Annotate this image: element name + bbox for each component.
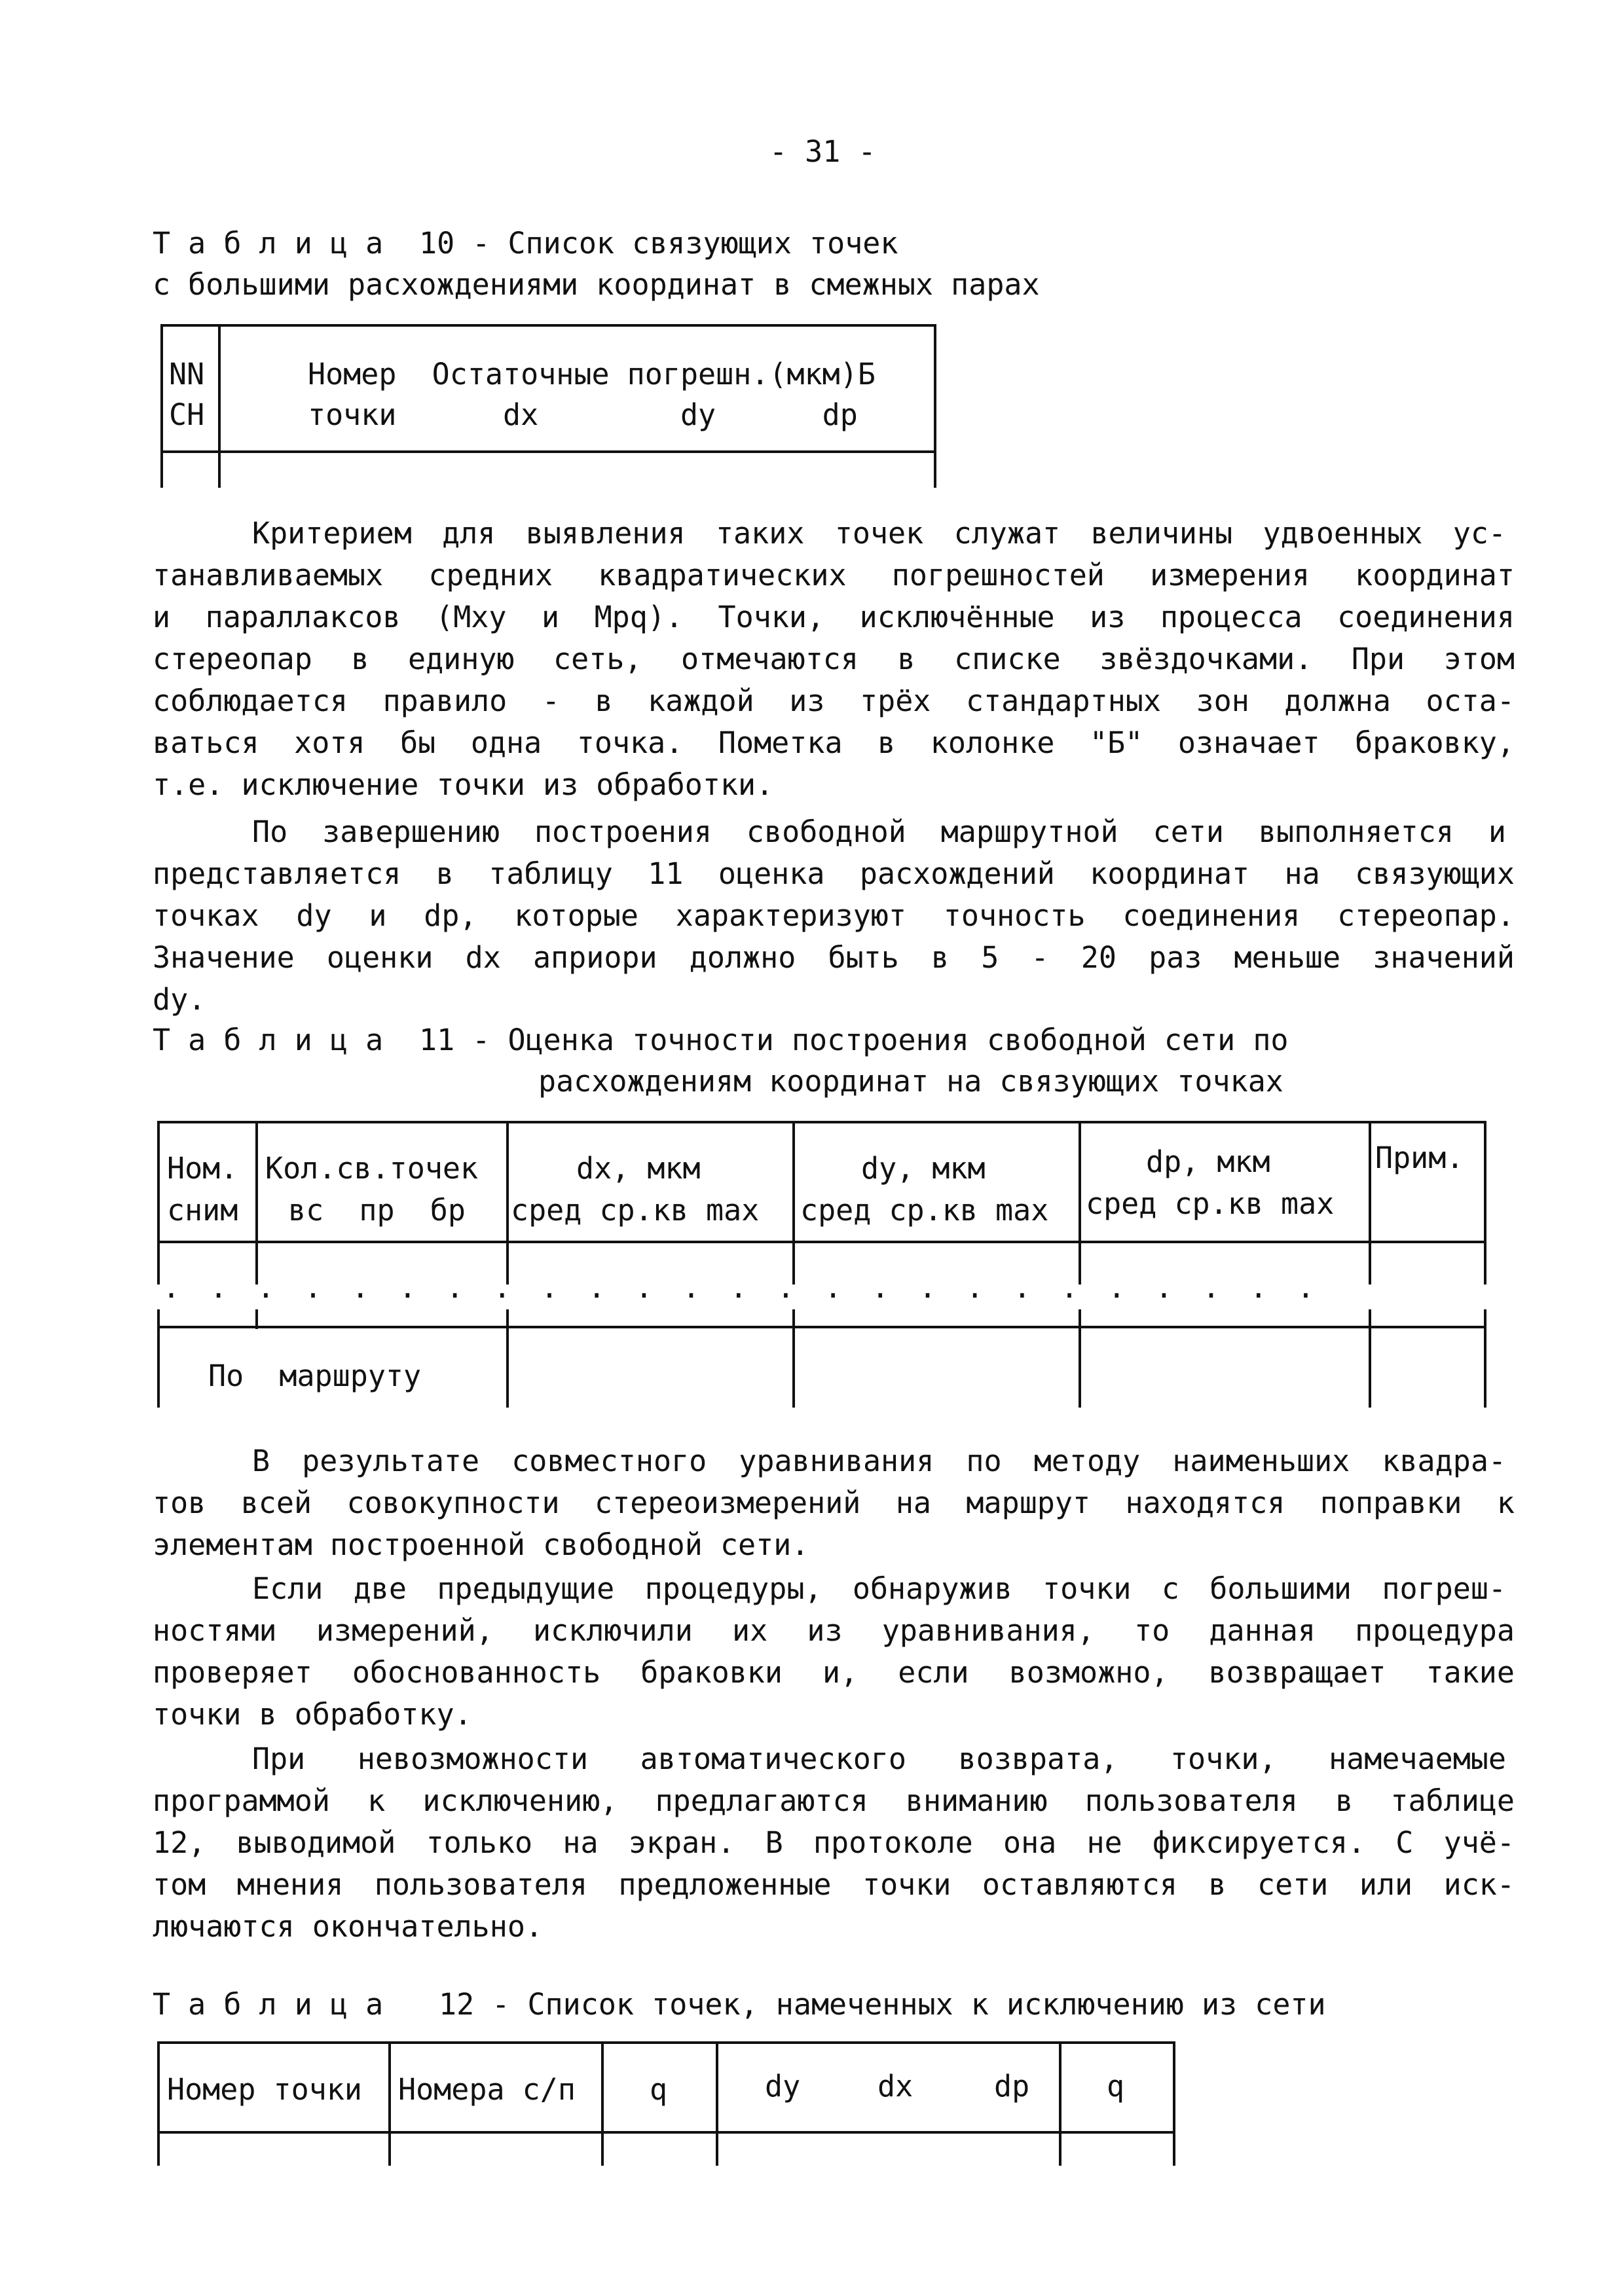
paragraph-line: ностями измерений, исключили их из уравнивания, то данная процедура xyxy=(153,1613,1515,1648)
table12-header-point-number: Номер точки xyxy=(167,2072,363,2107)
table10-header-ch: СН xyxy=(169,397,205,432)
table11-dots-row: . . . . . . . . . . . . . . . . . . . . . . . . . xyxy=(162,1270,1321,1305)
paragraph-line: При невозможности автоматического возврата, точки, намечаемые xyxy=(252,1741,1506,1776)
table12-top-border xyxy=(157,2041,1175,2044)
paragraph-line: тов всей совокупности стереоизмерений на маршрут находятся поправки к xyxy=(153,1485,1515,1520)
table11-caption-line2: расхождениям координат на связующих точках xyxy=(538,1064,1283,1099)
paragraph-line: лючаются окончательно. xyxy=(153,1909,544,1944)
table12-right-border xyxy=(1173,2041,1175,2166)
page-number: - 31 - xyxy=(769,134,876,169)
paragraph-line: Значение оценки dx априори должно быть в 5 - 20 раз меньше значений xyxy=(153,940,1515,975)
table11-col-divider xyxy=(506,1309,509,1408)
paragraph-line: т.е. исключение точки из обработки. xyxy=(153,767,774,802)
table12-header-q2: q xyxy=(1107,2069,1125,2104)
table11-left-border xyxy=(157,1309,160,1408)
table12-header-sp-numbers: Номера с/п xyxy=(398,2072,576,2107)
table12-caption-title: 12 - Список точек, намеченных к исключению из сети xyxy=(439,1987,1326,2022)
table12-col-divider xyxy=(388,2041,391,2166)
paragraph-line: По завершению построения свободной маршрутной сети выполняется и xyxy=(252,814,1506,849)
paragraph-line: dy. xyxy=(153,982,206,1017)
table11-header-dx: dx, мкм xyxy=(576,1151,701,1186)
table12-left-border xyxy=(157,2041,160,2166)
table11-footer-route: По маршруту xyxy=(208,1358,422,1393)
table11-left-border xyxy=(157,1121,160,1285)
table11-col-divider xyxy=(1079,1309,1081,1408)
table11-header-kol: Кол.св.точек xyxy=(265,1151,479,1186)
paragraph-line: и параллаксов (Мху и Мрq). Точки, исключённые из процесса соединения xyxy=(153,600,1515,634)
table11-top-border xyxy=(157,1121,1486,1123)
table11-header-dx-sub: сред ср.кв max xyxy=(511,1193,760,1228)
table11-header-dy-sub: сред ср.кв max xyxy=(800,1193,1049,1228)
table10-left-border xyxy=(160,324,163,488)
paragraph-line: точках dy и dp, которые характеризуют точность соединения стереопар. xyxy=(153,898,1515,933)
table12-col-divider xyxy=(716,2041,718,2166)
table11-col-divider xyxy=(792,1309,795,1408)
table10-header-row2: точки dx dy dp xyxy=(308,397,858,432)
table12-caption-label: Т а б л и ц а xyxy=(153,1987,384,2022)
paragraph-line: представляется в таблицу 11 оценка расхождений координат на связующих xyxy=(153,856,1515,891)
table11-col-divider xyxy=(1079,1121,1081,1285)
table12-header-dp: dp xyxy=(994,2069,1030,2104)
table11-header-kol-sub: вс пр бр xyxy=(288,1193,466,1228)
table11-col-divider xyxy=(255,1121,258,1285)
table11-header-dp-sub: сред ср.кв max xyxy=(1086,1186,1335,1221)
table12-header-q1: q xyxy=(650,2072,668,2107)
table11-col-divider xyxy=(792,1121,795,1285)
table12-header-dy: dy xyxy=(765,2069,801,2104)
table12-col-divider xyxy=(601,2041,604,2166)
paragraph-line: проверяет обоснованность браковки и, если возможно, возвращает такие xyxy=(153,1655,1515,1690)
table10-caption-line2: с большими расхождениями координат в смежных парах xyxy=(153,267,1040,302)
table12-col-divider xyxy=(1059,2041,1061,2166)
table10-header-border xyxy=(160,450,936,453)
paragraph-line: соблюдается правило - в каждой из трёх стандартных зон должна оста- xyxy=(153,683,1515,718)
table11-right-border xyxy=(1484,1121,1486,1285)
table10-header-row1: Номер Остаточные погрешн.(мкм)Б xyxy=(308,357,876,392)
paragraph-line: танавливаемых средних квадратических погрешностей измерения координат xyxy=(153,558,1515,592)
table12-header-dx: dx xyxy=(877,2069,913,2104)
table11-header-nom: Ном. xyxy=(167,1151,238,1186)
table11-caption-title: 11 - Оценка точности построения свободной сети по xyxy=(419,1023,1289,1057)
table11-col-divider xyxy=(506,1121,509,1285)
paragraph-line: том мнения пользователя предложенные точки оставляются в сети или иск- xyxy=(153,1867,1515,1902)
table11-col-divider xyxy=(1369,1121,1371,1285)
paragraph-line: Критерием для выявления таких точек служат величины удвоенных ус- xyxy=(252,516,1506,551)
table10-col-divider xyxy=(218,324,221,488)
table11-caption-label: Т а б л и ц а xyxy=(153,1023,384,1057)
table11-header-dy: dy, мкм xyxy=(861,1151,986,1186)
paragraph-line: элементам построенной свободной сети. xyxy=(153,1527,809,1562)
table11-header-snim: сним xyxy=(167,1193,238,1228)
table11-col-divider xyxy=(1369,1309,1371,1408)
table10-header-nn: NN xyxy=(169,357,205,392)
table10-top-border xyxy=(160,324,936,327)
table10-caption-title: 10 - Список связующих точек xyxy=(419,226,898,261)
paragraph-line: Если две предыдущие процедуры, обнаружив точки с большими погреш- xyxy=(252,1571,1506,1606)
table10-caption-label: Т а б л и ц а xyxy=(153,226,384,261)
paragraph-line: 12, выводимой только на экран. В протоколе она не фиксируется. С учё- xyxy=(153,1825,1515,1860)
table11-header-border xyxy=(157,1241,1486,1243)
table11-header-dp: dp, мкм xyxy=(1146,1144,1270,1179)
table11-dots-border xyxy=(157,1326,1486,1328)
paragraph-line: программой к исключению, предлагаются вниманию пользователя в таблице xyxy=(153,1783,1515,1818)
table10-right-border xyxy=(934,324,936,488)
table12-header-border xyxy=(157,2131,1175,2134)
paragraph-line: стереопар в единую сеть, отмечаются в списке звёздочками. При этом xyxy=(153,642,1515,676)
table11-col-divider xyxy=(255,1309,258,1329)
paragraph-line: ваться хотя бы одна точка. Пометка в колонке "Б" означает браковку, xyxy=(153,725,1515,760)
paragraph-line: точки в обработку. xyxy=(153,1697,472,1732)
table11-header-prim: Прим. xyxy=(1375,1140,1464,1175)
table11-right-border xyxy=(1484,1309,1486,1408)
paragraph-line: В результате совместного уравнивания по методу наименьших квадра- xyxy=(252,1444,1506,1478)
